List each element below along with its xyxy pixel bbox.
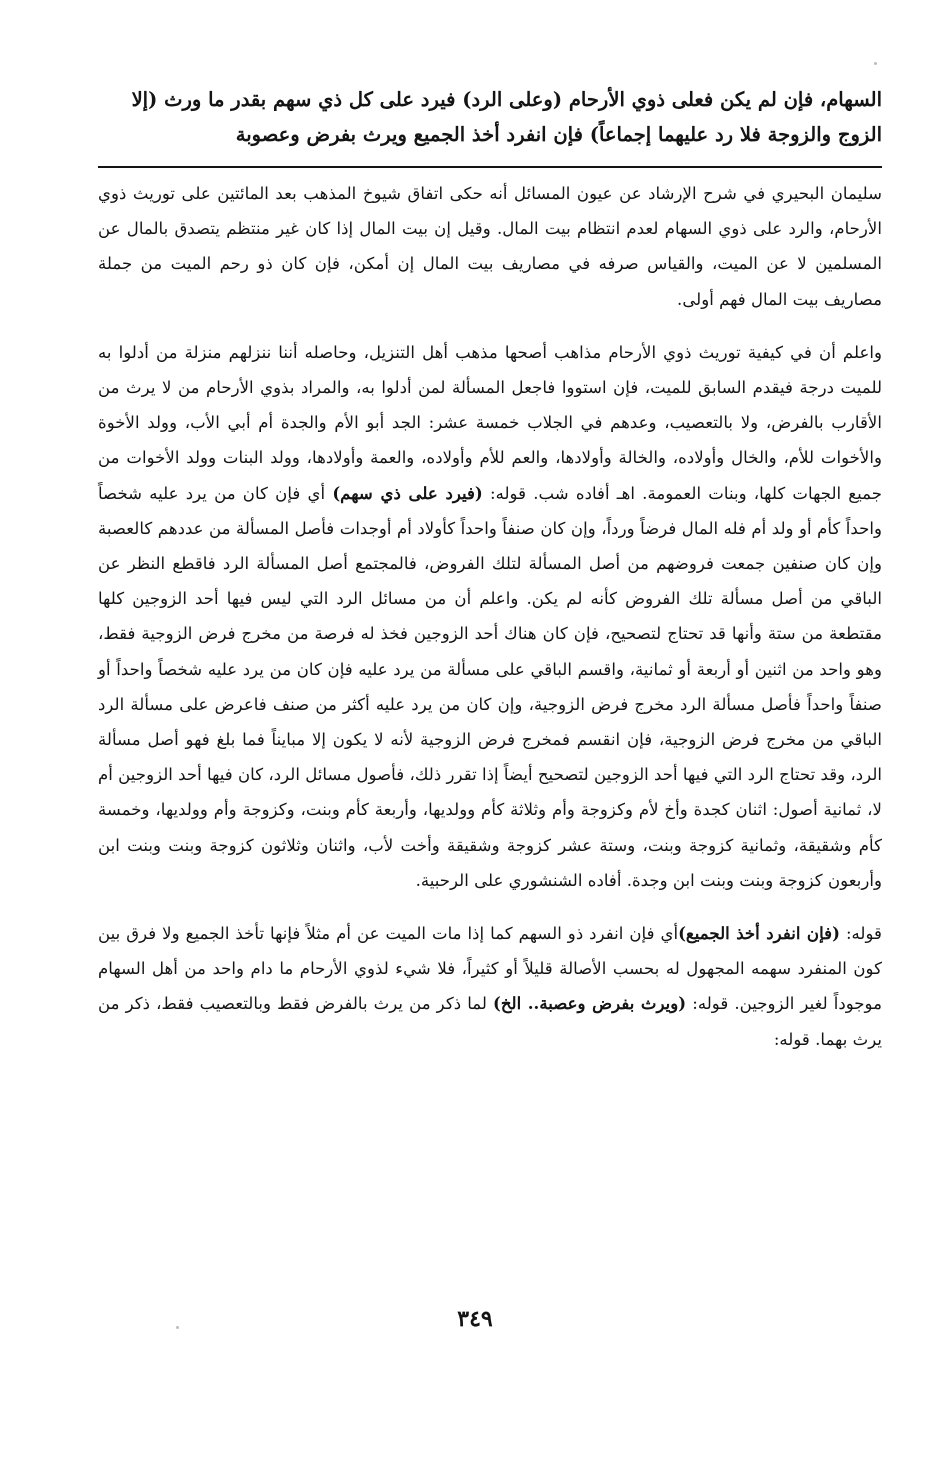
commentary-block — [98, 176, 882, 1057]
commentary-paragraph — [98, 335, 882, 898]
commentary-paragraph — [98, 916, 882, 1057]
quoted-matn: (ويرث بفرض وعصبة.. الخ) — [492, 993, 687, 1014]
scan-speck — [874, 62, 877, 65]
commentary-text: أي فإن انفرد ذو السهم كما إذا مات الميت عن أم مثلاً فإنها تأخذ الجميع ولا فرق بين كون المنفرد سهمه المجهول له بحسب الأصالة قليلاً أو كثيراً، فلا شيء لذوي الأرحام ما دام واحد من أهل السهام موجوداً لغير الزوجين. قوله: — [98, 924, 883, 1014]
commentary-text: أي فإن كان من يرد عليه شخصاً واحداً كأم أو ولد أم فله المال فرضاً ورداً، وإن كان صنفاً واحداً كأولاد أم أوجدات فأصل المسألة من عددهم كالعصبة وإن كان صنفين جمعت فروضهم من أصل المسألة لتلك الفروض، فالمجتمع أصل المسألة الرد فاقطع النظر عن الباقي من أصل مسألة تلك الفروض كأنه لم يكن. واعلم أن من مسائل الرد التي ليس فيها أحد الزوجين كلها مقتطعة من ستة وأنها قد تحتاج لتصحيح، فإن كان هناك أحد الزوجين فخذ له فرصة من مخرج فرض الزوجية فقط، وهو واحد من اثنين أو أربعة أو ثمانية، واقسم الباقي على مسألة من يرد عليه فإن كان من يرد عليه شخصاً واحداً أو صنفاً واحداً فأصل مسألة الرد مخرج فرض الزوجية، وإن كان من يرد عليه أكثر من صنف فاعرض على مسألة الرد الباقي من مخرج فرض الزوجية، فإن انقسم فمخرج فرض الزوجية لأنه لا يكون إلا مبايناً فما بلغ فهو أصل مسألة الرد، وقد تحتاج الرد التي فيها أحد الزوجين لتصحيح أيضاً إذا تقرر ذلك، فأصول مسائل الرد، كان فيها أحد الزوجين أم لا، ثمانية أصول: اثنان كجدة وأخ لأم وكزوجة وأم وثلاثة كأم وولديها، وأربعة كأم وبنت، وكزوجة وأم وولديها، وخمسة كأم وشقيقة، وثمانية كزوجة وبنت، وستة عشر كزوجة وشقيقة وأخت لأب، واثنان وثلاثون كزوجة وبنت وبنت ابن وأربعون كزوجة وبنت وبنت ابن وجدة. أفاده الشنشوري على الرحبية. — [98, 483, 882, 890]
quoted-matn: (فإن انفرد أخذ الجميع) — [678, 923, 840, 944]
matn-line: الزوج والزوجة فلا رد عليهما إجماعاً) فإن انفرد أخذ الجميع ويرث بفرض وعصوبة — [235, 123, 882, 146]
quoted-matn: (فيرد على ذي سهم) — [332, 482, 483, 503]
matn-block — [98, 82, 882, 152]
commentary-text: لما ذكر من يرث بالفرض فقط وبالتعصيب فقط، ذكر من يرث بهما. قوله: — [98, 994, 882, 1049]
commentary-text: قوله: — [845, 924, 882, 944]
commentary-paragraph — [98, 176, 882, 317]
page-body — [98, 82, 882, 1057]
scan-speck — [176, 1326, 179, 1329]
commentary-text: واعلم أن في كيفية توريث ذوي الأرحام مذاهب أصحها مذهب أهل التنزيل، وحاصله أننا ننزلهم منزلة من أدلوا به للميت درجة فيقدم السابق للميت، فإن استووا فاجعل المسألة لمن أدلوا به، والمراد بذوي الأرحام من لا يرث من الأقارب بالفرض، ولا بالتعصيب، وعدهم في الجلاب خمسة عشر: الجد أبو الأم والجدة أم أبي الأب، وولد الأخوة والأخوات للأم، والخال وأولاده، والخالة وأولادها، والعم للأم وأولاده، والعمة وأولادها، وولد البنات وولد الأخوات من جميع الجهات كلها، وبنات العمومة. اهـ أفاده شب. قوله: — [98, 342, 883, 503]
separator-rule — [98, 166, 882, 168]
matn-line: السهام، فإن لم يكن فعلى ذوي الأرحام (وعلى الرد) فيرد على كل ذي سهم بقدر ما ورث (إلا — [131, 88, 882, 111]
commentary-text: سليمان البحيري في شرح الإرشاد عن عيون المسائل أنه حكى اتفاق شيوخ المذهب بعد المائتين على توريث ذوي الأرحام، والرد على ذوي السهام لعدم انتظام بيت المال. وقيل إن بيت المال إذا كان غير منتظم يتصدق بالمال عن المسلمين لا عن الميت، والقياس صرفه في مصاريف بيت المال إن أمكن، فإن كان ذو رحم الميت من جملة مصاريف بيت المال فهم أولى. — [98, 184, 882, 309]
page-number: ٣٤٩ — [457, 1306, 493, 1332]
